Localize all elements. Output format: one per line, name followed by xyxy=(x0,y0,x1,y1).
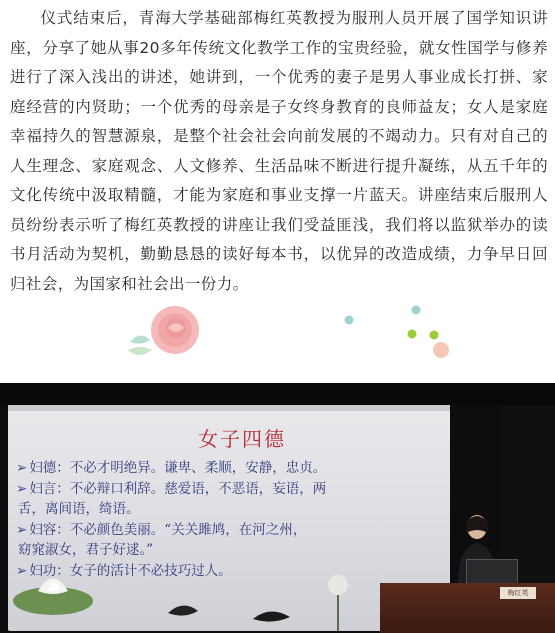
photo-ceiling xyxy=(0,383,555,405)
dot-peach xyxy=(433,342,449,358)
speaker-nameplate: 梅红英 xyxy=(500,587,536,599)
bullet-arrow-icon: ➢ xyxy=(16,460,28,476)
slide-line: ➢ 妇容：不必颜色美丽。“关关雎鸠，在河之州， xyxy=(16,521,307,538)
slide-line: ➢ 妇言：不必辩口利辞。慈爱语，不恶语，妄语，两 xyxy=(16,480,327,497)
article-text: 仪式结束后，青海大学基础部梅红英教授为服刑人员开展了国学知识讲座，分享了她从事20多年传统文化教学工作的宝贵经验，就女性国学与修养进行了深入浅出的讲述，她讲到，一个优秀的妻子是男人事业成长打拼、家庭经营的内贤助；一个优秀的母亲是子女终身教育的良师益友；女人是家庭幸福持久的智慧源泉，是整个社会社会向前发展的不竭动力。只有对自己的人生理念、家庭观念、人文修养、生活品味不断进行提升凝练，从五千年的文化传统中汲取精髓，才能为家庭和事业支撑一片蓝天。讲座结束后服刑人员纷纷表示听了梅红英教授的讲座让我们受益匪浅，我们将以监狱举办的读书月活动为契机，勤勤恳恳的读好每本书，以优异的改造成绩，力争早日回归社会，为国家和社会出一份力。 xyxy=(10,9,548,293)
dot-green-1 xyxy=(408,330,417,339)
slide-line: ➢ 妇功：女子的活计不必技巧过人。 xyxy=(16,562,232,579)
article-paragraph xyxy=(10,4,548,299)
bullet-arrow-icon: ➢ xyxy=(16,480,28,497)
dot-teal-2 xyxy=(412,306,421,315)
slide-line: ➢ 妇德：不必才明绝异。谦卑、柔顺，安静，忠贞。 xyxy=(16,460,327,476)
dot-teal-1 xyxy=(345,316,354,325)
stage-background xyxy=(502,405,555,585)
screen-frame xyxy=(8,405,450,411)
bullet-arrow-icon: ➢ xyxy=(16,562,28,579)
floral-divider xyxy=(0,290,555,370)
rose-icon xyxy=(128,306,199,355)
dot-green-2 xyxy=(430,331,439,340)
slide-line: 舌，离间语，绮语。 xyxy=(18,501,140,517)
slide-title: 女子四德 xyxy=(198,427,286,451)
bullet-arrow-icon: ➢ xyxy=(16,521,28,538)
lecture-photo xyxy=(0,383,555,633)
slide-line: 窈窕淑女，君子好逑。” xyxy=(18,542,154,558)
